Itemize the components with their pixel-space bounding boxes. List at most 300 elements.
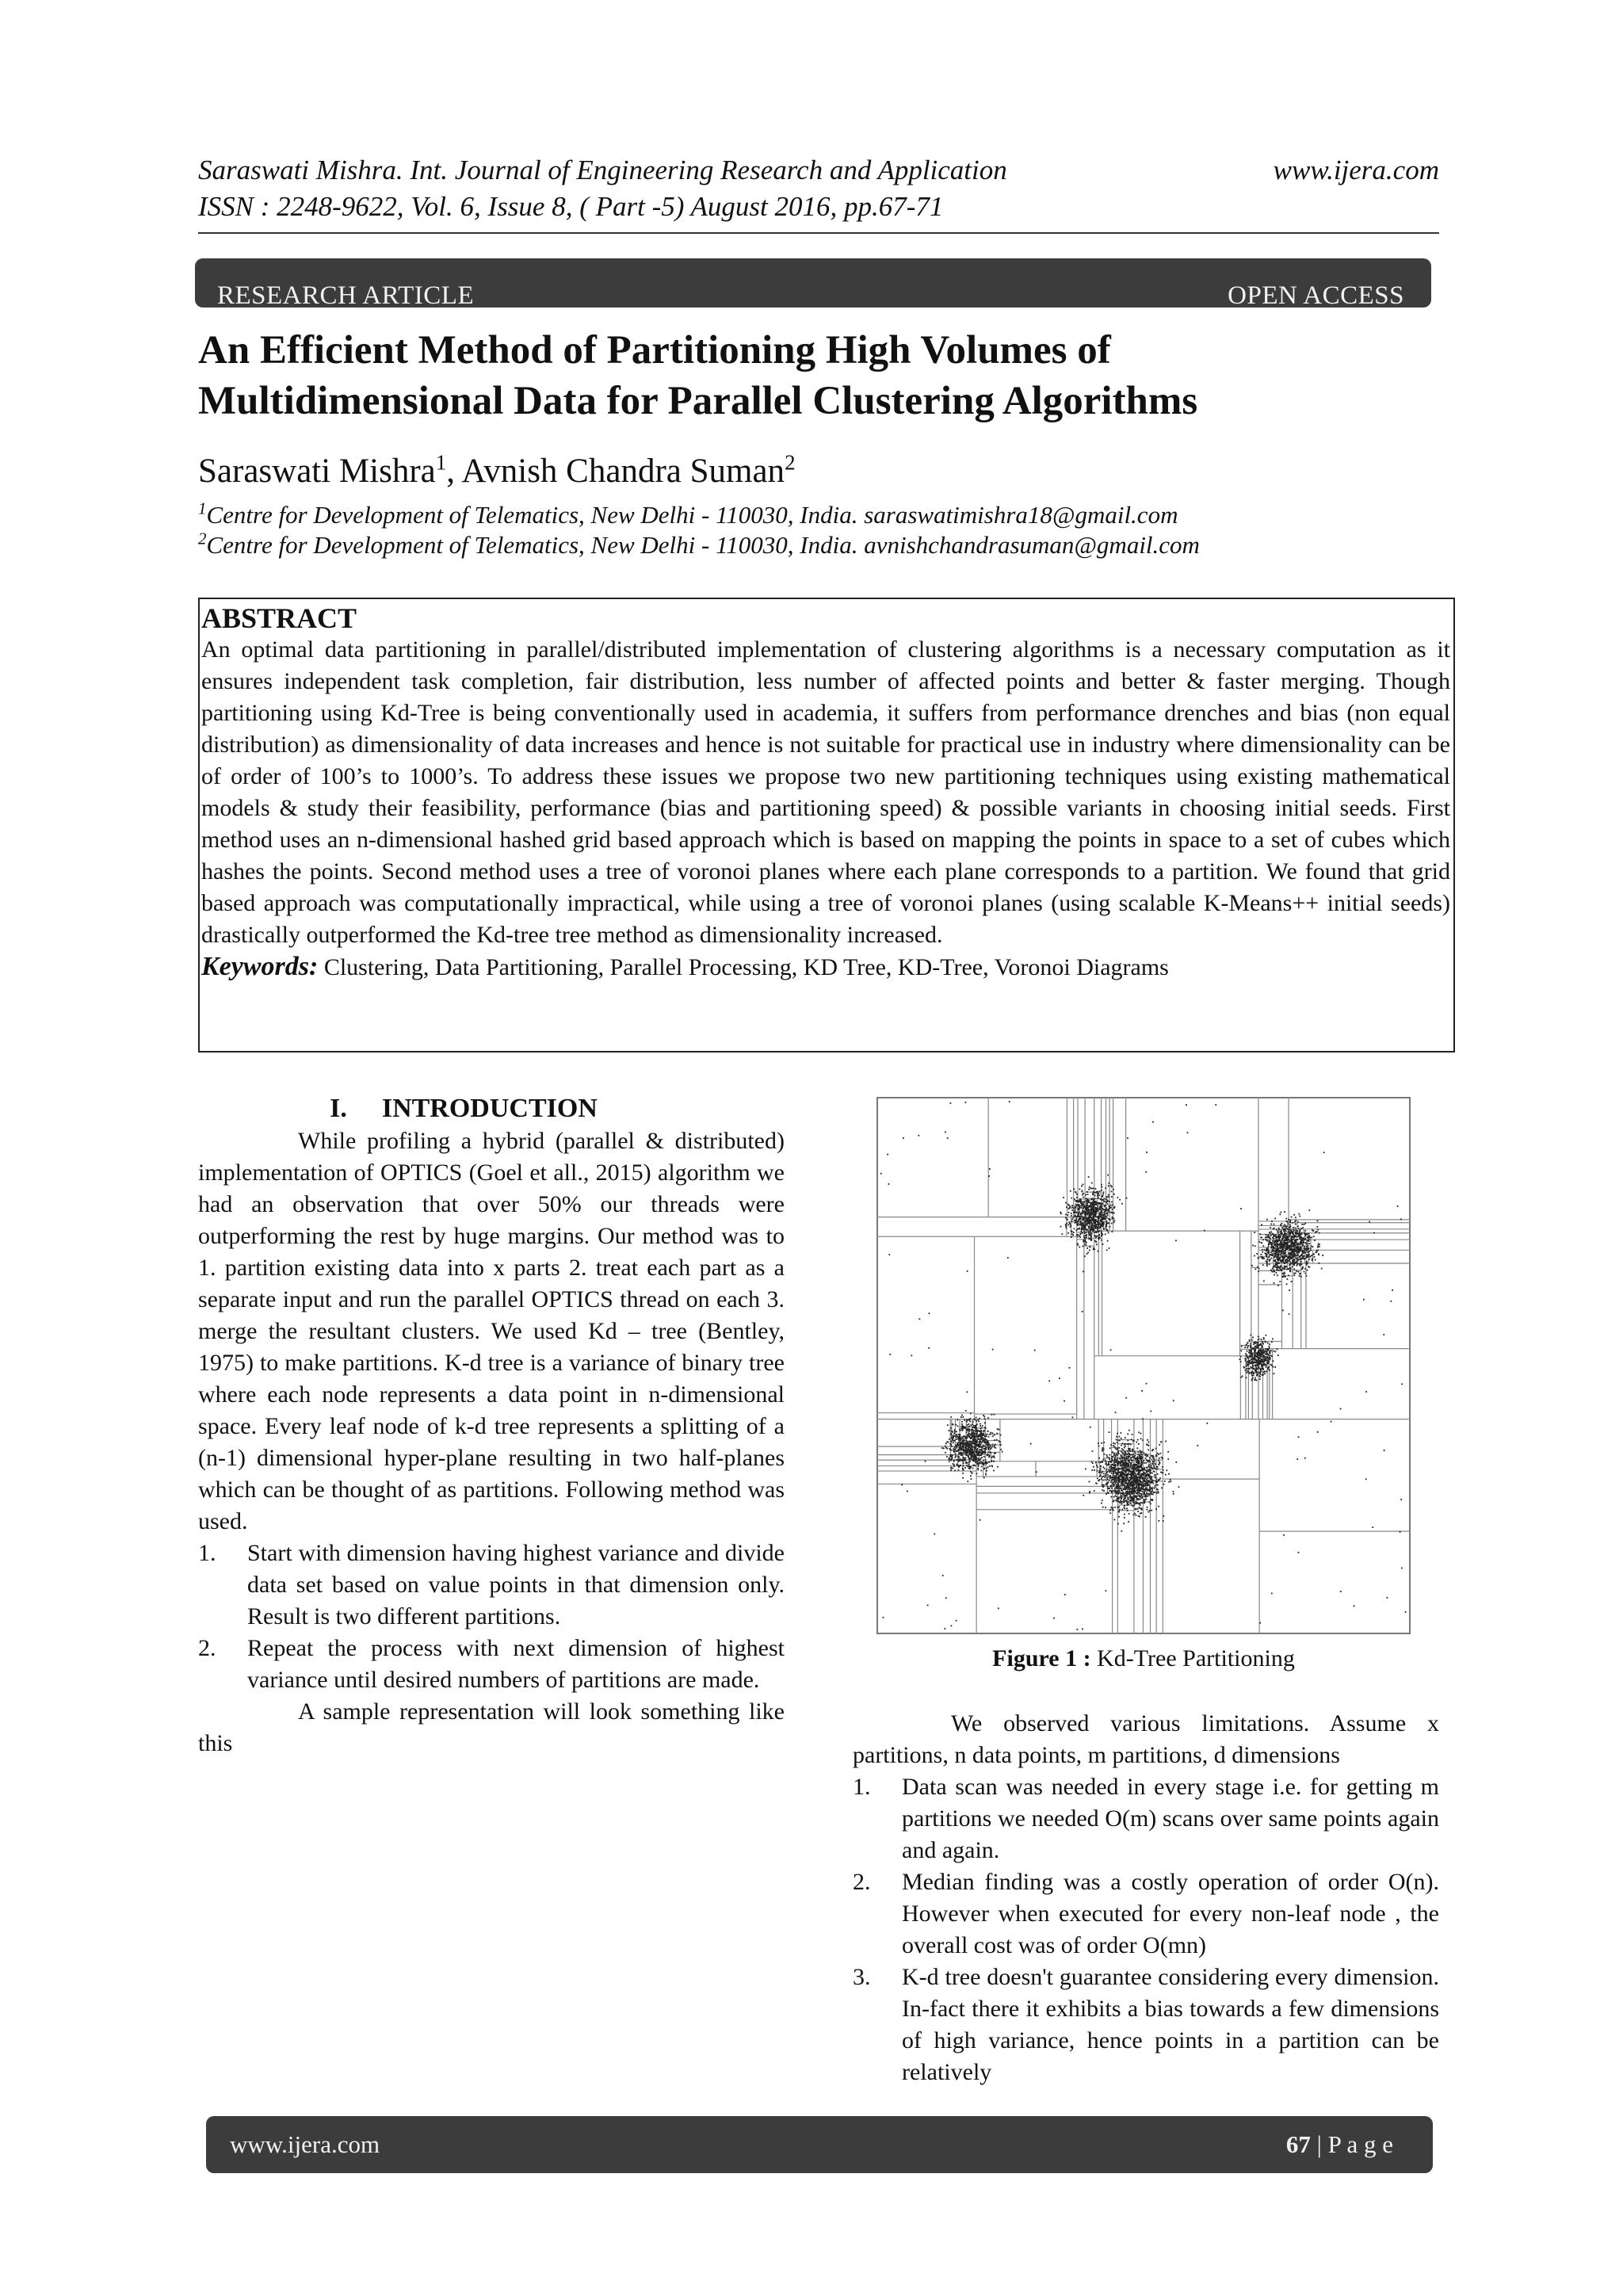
- data-point: [1104, 1198, 1106, 1200]
- data-point: [1083, 1217, 1085, 1218]
- data-point: [988, 1451, 990, 1453]
- data-point: [978, 1420, 980, 1422]
- data-point: [1288, 1219, 1289, 1221]
- data-point: [1283, 1274, 1285, 1275]
- data-point: [1138, 1460, 1140, 1461]
- data-point: [953, 1442, 954, 1443]
- data-point: [1267, 1250, 1269, 1251]
- data-point: [1148, 1442, 1149, 1443]
- data-point: [977, 1468, 979, 1469]
- data-point: [1076, 1212, 1078, 1213]
- data-point: [1141, 1456, 1143, 1457]
- data-point: [1117, 1485, 1119, 1487]
- data-point: [1135, 1469, 1136, 1470]
- data-point: [980, 1461, 982, 1463]
- data-point: [993, 1461, 995, 1462]
- data-point: [1092, 1229, 1094, 1231]
- data-point: [1280, 1233, 1281, 1235]
- data-point: [1060, 1212, 1061, 1213]
- data-point: [1084, 1215, 1086, 1217]
- data-point: [1083, 1236, 1085, 1237]
- data-point: [1297, 1255, 1299, 1256]
- data-point: [1293, 1252, 1295, 1254]
- data-point: [1065, 1226, 1067, 1228]
- data-point: [1125, 1489, 1127, 1491]
- data-point: [1264, 1357, 1266, 1358]
- data-point: [1094, 1192, 1096, 1194]
- data-point: [1129, 1492, 1131, 1493]
- data-point: [1168, 1473, 1170, 1475]
- data-point: [1272, 1255, 1274, 1256]
- data-point: [1080, 1222, 1082, 1224]
- data-point: [1140, 1478, 1141, 1480]
- data-point: [974, 1448, 976, 1450]
- data-point: [1130, 1497, 1132, 1499]
- data-point: [1097, 1222, 1098, 1224]
- data-point: [1274, 1259, 1276, 1261]
- author-1: Saraswati Mishra: [198, 453, 436, 490]
- data-point: [985, 1459, 987, 1461]
- data-point: [1268, 1247, 1270, 1248]
- data-point: [1095, 1228, 1097, 1229]
- data-point: [1140, 1433, 1142, 1435]
- data-point: [1098, 1236, 1100, 1237]
- data-point: [1071, 1236, 1072, 1238]
- data-point: [1105, 1187, 1106, 1189]
- data-point: [1140, 1513, 1141, 1515]
- data-point: [976, 1420, 977, 1422]
- data-point: [1137, 1492, 1139, 1494]
- data-point: [1076, 1222, 1078, 1224]
- data-point: [1129, 1490, 1131, 1492]
- data-point: [1140, 1502, 1141, 1503]
- data-point: [1269, 1232, 1270, 1233]
- data-point: [1289, 1235, 1291, 1236]
- data-point: [1086, 1247, 1088, 1249]
- data-point: [994, 1445, 995, 1446]
- data-point: [1285, 1226, 1286, 1228]
- data-point: [1121, 1456, 1123, 1457]
- data-point: [1074, 1198, 1075, 1200]
- data-point: [1135, 1452, 1136, 1454]
- data-point: [1098, 1197, 1099, 1198]
- data-point: [1283, 1258, 1285, 1259]
- data-point: [954, 1470, 956, 1472]
- data-point: [983, 1460, 984, 1461]
- data-point: [1102, 1466, 1104, 1468]
- data-point: [977, 1459, 979, 1461]
- data-point: [1252, 1354, 1254, 1355]
- data-point: [1106, 1207, 1107, 1209]
- data-point: [1098, 1457, 1100, 1459]
- data-point: [995, 1447, 996, 1449]
- data-point: [1127, 1503, 1128, 1504]
- data-point: [951, 1435, 953, 1436]
- data-point: [1253, 1349, 1254, 1350]
- data-point: [1107, 1482, 1109, 1484]
- data-point: [987, 1446, 988, 1448]
- data-point: [1266, 1254, 1267, 1255]
- data-point: [1112, 1469, 1113, 1470]
- data-point: [1087, 1205, 1089, 1206]
- data-point: [1085, 1469, 1086, 1470]
- data-point: [1105, 1460, 1106, 1461]
- data-point: [1098, 1210, 1099, 1212]
- intro-paragraph-1: While profiling a hybrid (parallel & distributed) implementation of OPTICS (Goel et all., 2015) algorithm we had an observation that over 50% our threads were outperforming the rest by huge margins. Our method was to 1. partition existing data into x parts 2. treat each part as a separate input and run the parallel OPTICS thread on each 3. merge the resultant clusters. We used Kd – tree (Bentley, 1975) to make partitions. K-d tree is a variance of binary tree where each node represents a data point in n-dimensional space. Every leaf node of k-d tree represents a splitting of a (n-1) dimensional hyper-plane resulting in two half-planes which can be thought of as partitions. Following method was used.: [198, 1128, 785, 1534]
- data-point: [999, 1442, 1001, 1443]
- data-point: [1261, 1224, 1262, 1225]
- data-point: [1281, 1259, 1283, 1261]
- data-point: [1113, 1464, 1114, 1465]
- data-point: [1124, 1498, 1125, 1499]
- data-point: [1159, 1457, 1160, 1459]
- data-point: [966, 1440, 968, 1442]
- data-point: [1266, 1263, 1268, 1265]
- data-point: [1267, 1353, 1269, 1354]
- data-point: [1114, 1462, 1116, 1464]
- data-point: [976, 1423, 978, 1425]
- data-point: [1318, 1263, 1319, 1264]
- data-point: [1270, 1235, 1272, 1236]
- data-point: [1125, 1474, 1127, 1476]
- data-point: [1162, 1457, 1163, 1459]
- data-point: [1085, 1194, 1086, 1196]
- data-point: [1144, 1499, 1145, 1501]
- data-point: [1113, 1454, 1115, 1456]
- intro-paragraph-2: A sample representation will look something like this: [198, 1698, 785, 1756]
- data-point: [1165, 1474, 1167, 1476]
- data-point: [1268, 1252, 1270, 1254]
- data-point: [968, 1432, 970, 1434]
- data-point: [1123, 1476, 1125, 1477]
- data-point: [1295, 1228, 1296, 1229]
- data-point: [1121, 1432, 1122, 1434]
- data-point: [1285, 1237, 1286, 1239]
- data-point: [962, 1440, 964, 1442]
- data-point: [1286, 1243, 1288, 1244]
- data-point: [1060, 1213, 1062, 1214]
- data-point: [1085, 1198, 1086, 1200]
- data-point: [979, 1460, 980, 1461]
- data-point: [1143, 1486, 1144, 1488]
- data-point: [1071, 1221, 1073, 1222]
- data-point: [1113, 1194, 1115, 1195]
- data-point: [976, 1435, 977, 1436]
- data-point: [1292, 1233, 1293, 1235]
- data-point: [1307, 1247, 1308, 1249]
- data-point: [1074, 1189, 1075, 1190]
- data-point: [953, 1461, 955, 1462]
- data-point: [1067, 1218, 1068, 1220]
- data-point: [1275, 1236, 1277, 1238]
- data-point: [1119, 1440, 1121, 1442]
- data-point: [1316, 1226, 1318, 1228]
- data-point: [986, 1468, 987, 1469]
- data-point: [1101, 1184, 1102, 1186]
- data-point: [1270, 1350, 1272, 1351]
- data-point: [1321, 1268, 1323, 1270]
- data-point: [1262, 1368, 1264, 1370]
- data-point: [950, 1469, 952, 1471]
- data-point: [1289, 1246, 1290, 1247]
- data-point: [1145, 1457, 1147, 1459]
- data-point: [1153, 1480, 1155, 1481]
- data-point: [1119, 1458, 1121, 1460]
- data-point: [1127, 1434, 1128, 1435]
- data-point: [1099, 1209, 1101, 1210]
- data-point: [1302, 1267, 1304, 1269]
- data-point: [1120, 1476, 1121, 1477]
- data-point: [1279, 1238, 1281, 1240]
- data-point: [1117, 1469, 1119, 1471]
- data-point: [1065, 1217, 1067, 1219]
- data-point: [1303, 1242, 1304, 1244]
- data-point: [1128, 1493, 1130, 1495]
- data-point: [1158, 1480, 1159, 1482]
- data-point: [1117, 1483, 1119, 1484]
- data-point: [1113, 1477, 1115, 1479]
- data-point: [1090, 1247, 1091, 1248]
- data-point: [981, 1466, 983, 1468]
- data-point: [1257, 1373, 1258, 1375]
- data-point: [1089, 1234, 1090, 1236]
- data-point: [1111, 1213, 1113, 1214]
- data-point: [1132, 1454, 1134, 1455]
- data-point: [1121, 1438, 1122, 1439]
- data-point: [1087, 1210, 1089, 1212]
- data-point: [956, 1446, 957, 1447]
- data-point: [1135, 1482, 1136, 1484]
- data-point: [1103, 1228, 1105, 1230]
- data-point: [958, 1466, 960, 1468]
- data-point: [1163, 1515, 1164, 1517]
- data-point: [1260, 1348, 1262, 1350]
- data-point: [1085, 1224, 1086, 1226]
- data-point: [1121, 1479, 1123, 1480]
- data-point: [1106, 1484, 1107, 1485]
- data-point: [1100, 1216, 1102, 1217]
- data-point: [1083, 1224, 1084, 1225]
- data-point: [1109, 1247, 1110, 1249]
- data-point: [1121, 1495, 1122, 1496]
- data-point: [959, 1429, 960, 1431]
- data-point: [1119, 1502, 1121, 1503]
- data-point: [1127, 1440, 1128, 1442]
- data-point: [1109, 1466, 1110, 1468]
- data-point: [1108, 1185, 1109, 1186]
- data-point: [1149, 1486, 1151, 1488]
- data-point: [1076, 1216, 1078, 1217]
- data-point: [1101, 1231, 1102, 1232]
- data-point: [1246, 1354, 1247, 1356]
- data-point: [1250, 1343, 1251, 1345]
- data-point: [972, 1423, 974, 1425]
- data-point: [1134, 1504, 1136, 1506]
- data-point: [1097, 1470, 1098, 1472]
- data-point: [1090, 1207, 1092, 1209]
- data-point: [1114, 1471, 1116, 1473]
- data-point: [1300, 1229, 1301, 1231]
- data-point: [1141, 1509, 1143, 1511]
- data-point: [1104, 1454, 1106, 1455]
- data-point: [1117, 1474, 1119, 1476]
- data-point: [967, 1424, 968, 1426]
- data-point: [1280, 1260, 1281, 1262]
- data-point: [958, 1469, 960, 1471]
- data-point: [1133, 1495, 1135, 1496]
- data-point: [1096, 1465, 1098, 1466]
- data-point: [1265, 1239, 1266, 1240]
- data-point: [974, 1443, 976, 1445]
- data-point: [1140, 1456, 1141, 1457]
- data-point: [1261, 1339, 1262, 1340]
- data-point: [1135, 1480, 1136, 1481]
- data-point: [956, 1459, 957, 1461]
- data-point: [1067, 1204, 1069, 1205]
- data-point: [961, 1429, 963, 1431]
- data-point: [1298, 1228, 1300, 1230]
- data-point: [1168, 1481, 1170, 1483]
- data-point: [1102, 1507, 1104, 1508]
- data-point: [1254, 1368, 1255, 1370]
- data-point: [1281, 1243, 1282, 1244]
- data-point: [955, 1424, 957, 1426]
- left-column: [198, 1092, 785, 1759]
- data-point: [972, 1431, 974, 1433]
- data-point: [1108, 1463, 1109, 1465]
- data-point: [1104, 1211, 1106, 1213]
- journal-website[interactable]: www.ijera.com: [1273, 155, 1439, 185]
- data-point: [1128, 1467, 1130, 1469]
- data-point: [1170, 1480, 1171, 1482]
- data-point: [1258, 1351, 1260, 1353]
- data-point: [1101, 1203, 1102, 1205]
- data-point: [1300, 1243, 1301, 1244]
- data-point: [1121, 1492, 1122, 1494]
- data-point: [1106, 1201, 1108, 1202]
- data-point: [967, 1437, 968, 1438]
- data-point: [1149, 1466, 1151, 1468]
- data-point: [1269, 1370, 1270, 1371]
- data-point: [1252, 1337, 1254, 1339]
- data-point: [1271, 1253, 1273, 1255]
- data-point: [1278, 1228, 1280, 1229]
- data-point: [994, 1435, 995, 1436]
- data-point: [1136, 1458, 1138, 1460]
- data-point: [1081, 1231, 1083, 1232]
- data-point: [1087, 1194, 1089, 1195]
- data-point: [1308, 1251, 1310, 1252]
- data-point: [956, 1435, 957, 1436]
- data-point: [1094, 1490, 1095, 1492]
- data-point: [1312, 1258, 1313, 1259]
- data-point: [1107, 1214, 1109, 1216]
- data-point: [965, 1454, 967, 1455]
- data-point: [1274, 1373, 1275, 1374]
- data-point: [1105, 1234, 1106, 1236]
- data-point: [964, 1419, 965, 1421]
- data-point: [1148, 1484, 1150, 1486]
- data-point: [1240, 1377, 1242, 1378]
- data-point: [1302, 1227, 1304, 1228]
- data-point: [1082, 1228, 1083, 1229]
- data-point: [990, 1432, 991, 1434]
- data-point: [1266, 1256, 1268, 1258]
- data-point: [1254, 1245, 1256, 1247]
- data-point: [1095, 1213, 1097, 1215]
- data-point: [1147, 1461, 1148, 1462]
- data-point: [1109, 1512, 1111, 1514]
- data-point: [1128, 1465, 1130, 1466]
- data-point: [1130, 1454, 1132, 1456]
- data-point: [1096, 1224, 1098, 1225]
- data-point: [1126, 1487, 1128, 1488]
- data-point: [1111, 1488, 1113, 1489]
- data-point: [950, 1467, 952, 1469]
- data-point: [1074, 1210, 1075, 1212]
- data-point: [986, 1434, 987, 1435]
- data-point: [1162, 1466, 1163, 1468]
- data-point: [1136, 1442, 1137, 1443]
- data-point: [999, 1429, 1000, 1431]
- data-point: [977, 1438, 979, 1440]
- data-point: [1287, 1257, 1289, 1259]
- data-point: [983, 1431, 985, 1433]
- data-point: [1072, 1218, 1074, 1220]
- data-point: [1136, 1470, 1138, 1472]
- data-point: [1149, 1472, 1151, 1473]
- data-point: [1107, 1230, 1109, 1232]
- data-point: [1163, 1520, 1164, 1522]
- data-point: [1071, 1230, 1072, 1232]
- data-point: [1138, 1484, 1140, 1485]
- data-point: [976, 1452, 978, 1454]
- data-point: [981, 1435, 983, 1437]
- data-point: [1109, 1480, 1110, 1481]
- data-point: [1266, 1354, 1267, 1355]
- data-point: [1281, 1262, 1282, 1263]
- data-point: [987, 1417, 989, 1419]
- data-point: [1079, 1219, 1081, 1221]
- data-point: [1079, 1216, 1080, 1217]
- data-point: [1251, 1345, 1252, 1347]
- data-point: [1251, 1380, 1253, 1381]
- data-point: [1109, 1472, 1110, 1473]
- data-point: [1308, 1236, 1310, 1237]
- data-point: [982, 1425, 983, 1427]
- data-point: [1120, 1465, 1121, 1466]
- data-point: [1102, 1199, 1104, 1201]
- data-point: [968, 1461, 970, 1463]
- data-point: [1078, 1201, 1079, 1203]
- data-point: [1277, 1246, 1278, 1247]
- data-point: [1140, 1465, 1142, 1466]
- data-point: [1086, 1253, 1088, 1255]
- data-point: [976, 1458, 977, 1460]
- data-point: [1308, 1248, 1309, 1250]
- section-number: I.: [330, 1094, 347, 1123]
- data-point: [1276, 1264, 1277, 1266]
- data-point: [970, 1475, 972, 1477]
- data-point: [1071, 1207, 1073, 1209]
- data-point: [1278, 1255, 1280, 1256]
- data-point: [953, 1439, 954, 1441]
- data-point: [1132, 1492, 1133, 1493]
- data-point: [1121, 1451, 1122, 1453]
- data-point: [1173, 1491, 1174, 1492]
- data-point: [1139, 1493, 1140, 1495]
- data-point: [1111, 1480, 1113, 1481]
